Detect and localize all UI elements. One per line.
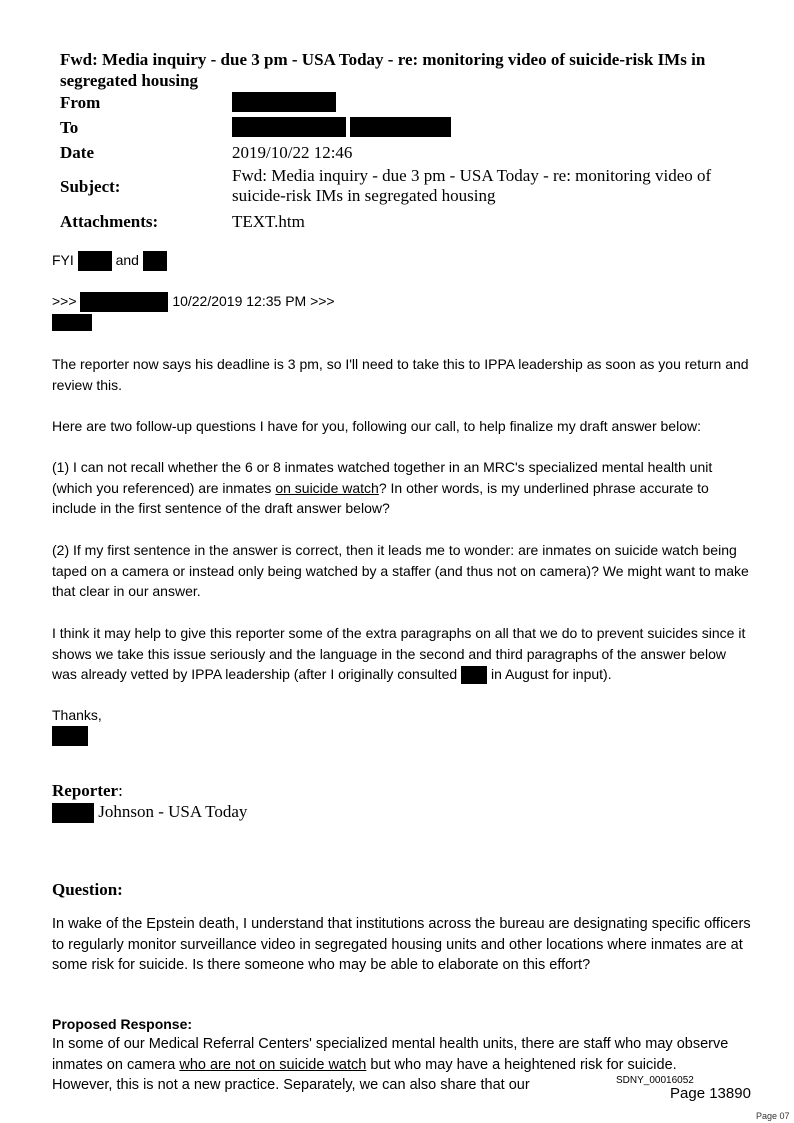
redacted-recipient bbox=[350, 117, 451, 137]
reporter-name: Johnson - USA Today bbox=[98, 802, 248, 821]
paragraph-question-1 bbox=[52, 457, 752, 519]
to-label: To bbox=[60, 118, 79, 137]
question-heading: Question: bbox=[52, 880, 123, 899]
underlined-phrase: on suicide watch bbox=[275, 479, 379, 496]
forward-datetime: 10/22/2019 12:35 PM >>> bbox=[172, 293, 335, 309]
paragraph-extra bbox=[52, 623, 752, 685]
redacted-name bbox=[80, 292, 168, 312]
date-value: 2019/10/22 12:46 bbox=[232, 143, 353, 162]
corner-page-label: Page 07 bbox=[756, 1111, 790, 1121]
reporter-label: Reporter bbox=[52, 781, 119, 800]
reporter-line bbox=[52, 802, 247, 823]
redacted-name bbox=[143, 251, 167, 271]
page-number: Page 13890 bbox=[670, 1085, 751, 1102]
bates-number: SDNY_00016052 bbox=[616, 1075, 694, 1086]
forward-prefix: >>> bbox=[52, 293, 77, 309]
paragraph-followup: Here are two follow-up questions I have for you, following our call, to help finalize my draft answer below: bbox=[52, 418, 701, 434]
reporter-colon: : bbox=[118, 781, 123, 800]
underlined-phrase: who are not on suicide watch bbox=[179, 1056, 367, 1073]
paragraph-question-2: (2) If my first sentence in the answer is correct, then it leads me to wonder: are inmates on suicide watch being taped on a camera or instead only being watched by a staffer (and thus not on camera)? We might want to make that clear in our answer. bbox=[52, 542, 749, 599]
fyi-text: FYI bbox=[52, 252, 74, 268]
redacted-name bbox=[461, 666, 487, 684]
proposed-response-text bbox=[52, 1034, 732, 1096]
redacted-greeting bbox=[52, 314, 92, 331]
extra-text: I think it may help to give this reporter some of the extra paragraphs on all that we do to prevent suicides since it shows we take this issue seriously and the language in the second and third paragraphs of the answer below was already vetted by IPPA leadership (after I originally consulted bbox=[52, 625, 746, 682]
and-text: and bbox=[115, 252, 139, 268]
attachments-label: Attachments: bbox=[60, 212, 159, 231]
proposed-response-heading: Proposed Response: bbox=[52, 1016, 193, 1032]
attachment-link[interactable]: TEXT.htm bbox=[232, 212, 305, 231]
response-text: but who may have a heightened risk for suicide. However, this is not a new practice. Separately, we can also share that our bbox=[52, 1056, 677, 1093]
response-text: In some of our Medical Referral Centers' specialized mental health units, there are staff who may observe inmates on camera bbox=[52, 1036, 729, 1073]
redacted-name bbox=[78, 251, 112, 271]
reporter-heading bbox=[52, 781, 123, 801]
redacted-sender bbox=[232, 92, 336, 112]
forward-line bbox=[52, 291, 752, 312]
subject-label: Subject: bbox=[60, 177, 121, 196]
date-label: Date bbox=[60, 143, 94, 162]
question-text: In wake of the Epstein death, I understand that institutions across the bureau are designating specific officers to regularly monitor surveillance video in segregated housing units and other locations where inmates are at some risk for suicide. Is there someone who may be able to elaborate on this effort? bbox=[52, 916, 751, 973]
subject-value: Fwd: Media inquiry - due 3 pm - USA Today - re: monitoring video of suicide-risk IMs in segregated housing bbox=[232, 166, 712, 205]
redacted-name bbox=[52, 803, 94, 823]
paragraph-deadline: The reporter now says his deadline is 3 pm, so I'll need to take this to IPPA leadership as soon as you return and review this. bbox=[52, 356, 749, 393]
thanks: Thanks, bbox=[52, 707, 102, 723]
from-label: From bbox=[60, 93, 101, 112]
redacted-signature bbox=[52, 726, 88, 746]
question-1-text: (1) I can not recall whether the 6 or 8 inmates watched together in an MRC's specialized mental health unit (which you referenced) are inmates bbox=[52, 459, 713, 496]
email-title: Fwd: Media inquiry - due 3 pm - USA Today - re: monitoring video of suicide-risk IMs in segregated housing bbox=[60, 50, 706, 90]
extra-text: in August for input). bbox=[487, 666, 612, 682]
fyi-line bbox=[52, 250, 752, 271]
redacted-recipient bbox=[232, 117, 346, 137]
question-1-text: ? In other words, is my underlined phrase accurate to include in the first sentence of the draft answer below? bbox=[52, 479, 709, 516]
